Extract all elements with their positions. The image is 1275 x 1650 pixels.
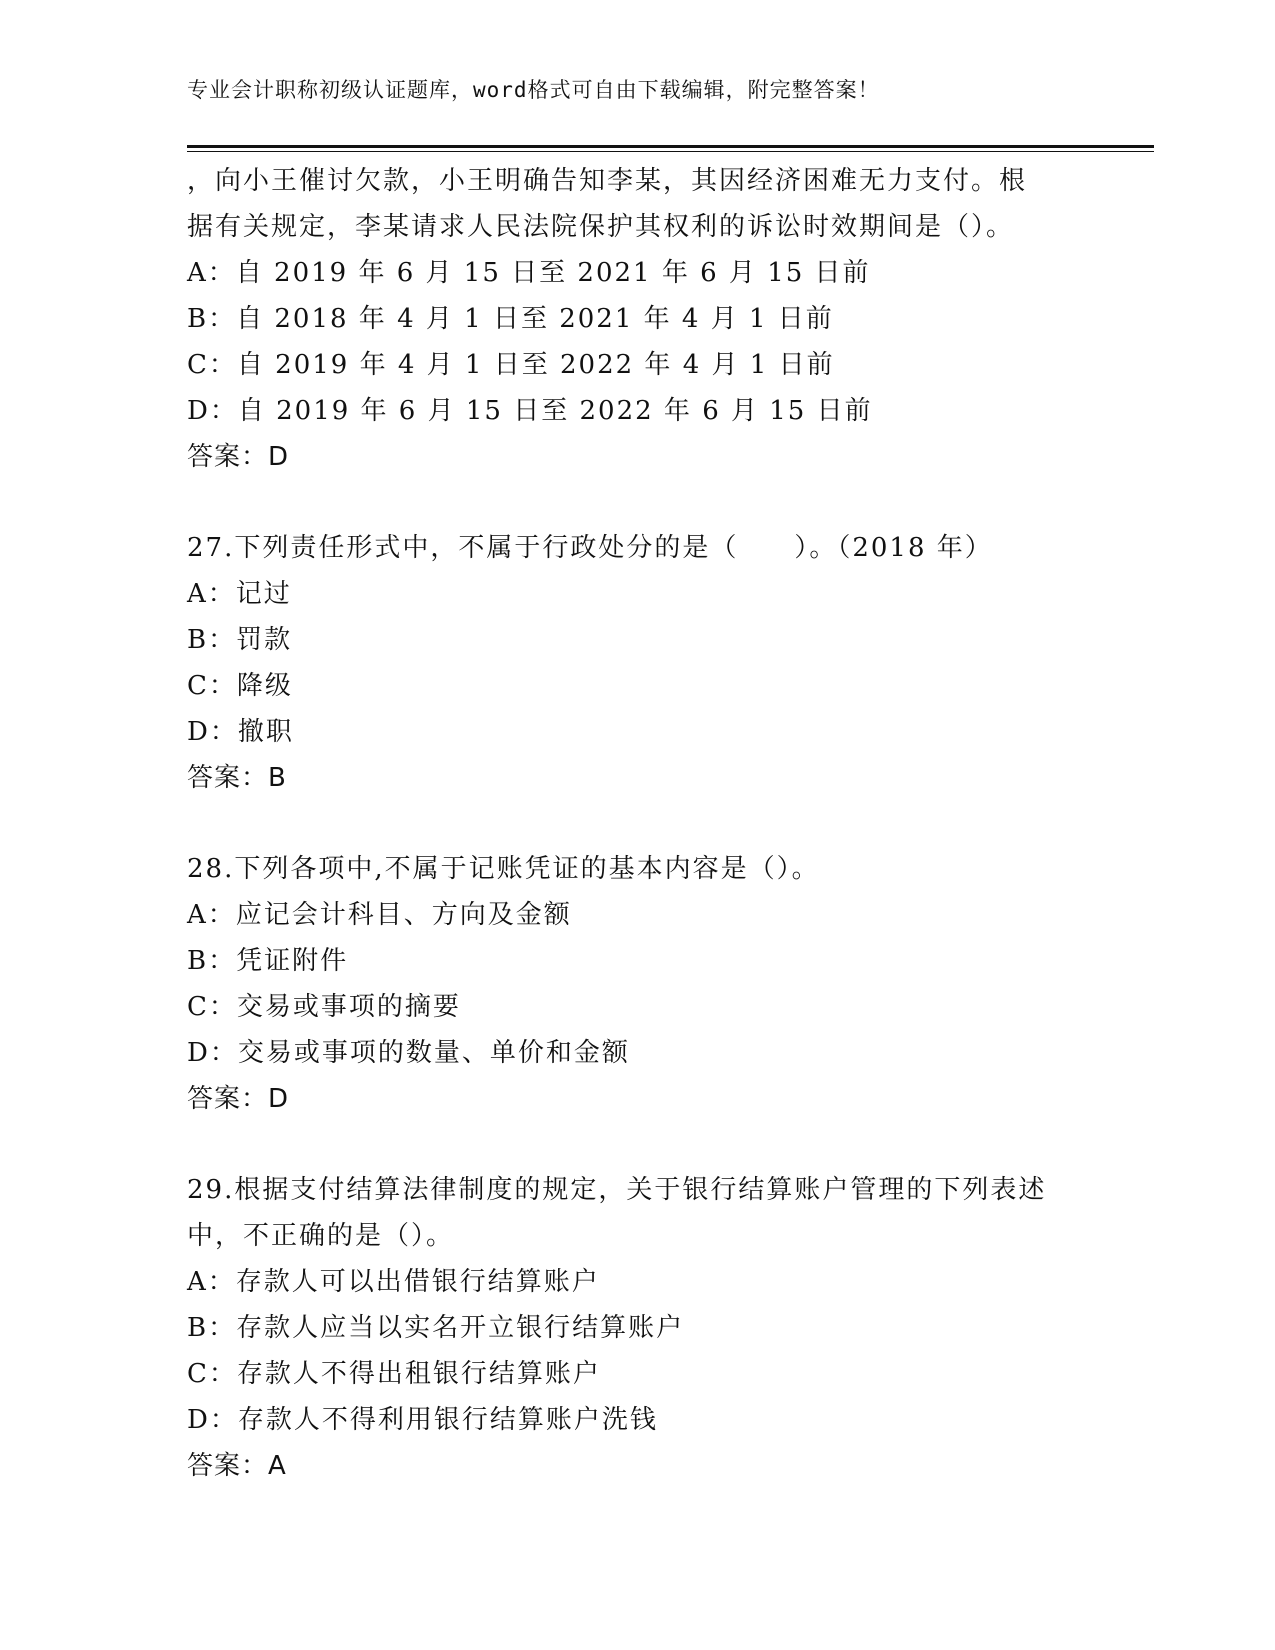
answer-line: 答案：D <box>187 1084 290 1114</box>
question-text-line: 28.下列各项中,不属于记账凭证的基本内容是（）。 <box>187 854 820 884</box>
question-list <box>187 158 1087 1489</box>
page-header: 专业会计职称初级认证题库，word格式可自由下载编辑，附完整答案！ <box>187 78 880 102</box>
header-rule-thick <box>187 145 1154 148</box>
option-d: D：存款人不得利用银行结算账户洗钱 <box>187 1405 658 1435</box>
option-b: B：自 2018 年 4 月 1 日至 2021 年 4 月 1 日前 <box>187 304 834 334</box>
answer-line: 答案：B <box>187 763 287 793</box>
question-27 <box>187 525 1087 801</box>
option-b: B：存款人应当以实名开立银行结算账户 <box>187 1313 685 1343</box>
answer-line: 答案：D <box>187 442 290 472</box>
option-a: A：应记会计科目、方向及金额 <box>187 900 572 930</box>
question-text-line: 中，不正确的是（）。 <box>187 1221 455 1251</box>
answer-line: 答案：A <box>187 1451 287 1481</box>
option-c: C：交易或事项的摘要 <box>187 992 461 1022</box>
option-c: C：自 2019 年 4 月 1 日至 2022 年 4 月 1 日前 <box>187 350 835 380</box>
option-c: C：存款人不得出租银行结算账户 <box>187 1359 601 1389</box>
question-text-line: 29.根据支付结算法律制度的规定，关于银行结算账户管理的下列表述 <box>187 1175 1047 1205</box>
option-d: D：交易或事项的数量、单价和金额 <box>187 1038 630 1068</box>
header-rule-thin <box>187 151 1154 152</box>
question-28 <box>187 846 1087 1122</box>
option-d: D：自 2019 年 6 月 15 日至 2022 年 6 月 15 日前 <box>187 396 873 426</box>
spacer <box>187 1122 1087 1167</box>
spacer <box>187 801 1087 846</box>
question-text-line: 27.下列责任形式中，不属于行政处分的是（ ）。（2018 年） <box>187 533 993 563</box>
option-a: A：自 2019 年 6 月 15 日至 2021 年 6 月 15 日前 <box>187 258 871 288</box>
question-29 <box>187 1167 1087 1489</box>
spacer <box>187 480 1087 525</box>
question-text-line: ，向小王催讨欠款，小王明确告知李某，其因经济困难无力支付。根 <box>187 166 1028 196</box>
option-b: B：凭证附件 <box>187 946 349 976</box>
option-a: A：记过 <box>187 579 292 609</box>
option-a: A：存款人可以出借银行结算账户 <box>187 1267 600 1297</box>
question-continued <box>187 158 1087 480</box>
option-c: C：降级 <box>187 671 293 701</box>
question-text-line: 据有关规定，李某请求人民法院保护其权利的诉讼时效期间是（）。 <box>187 212 1015 242</box>
option-b: B：罚款 <box>187 625 293 655</box>
option-d: D：撤职 <box>187 717 294 747</box>
